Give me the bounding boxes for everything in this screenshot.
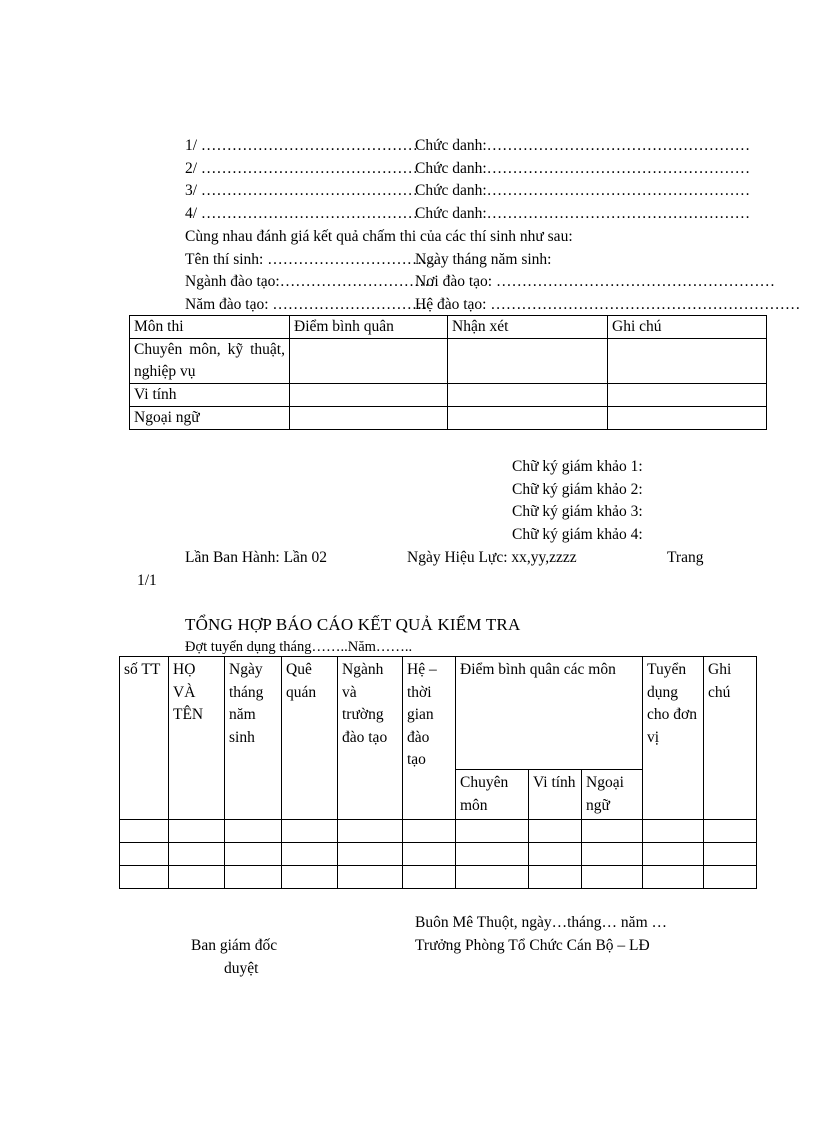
examiner-line-1: 1/ …………………………………… xyxy=(185,137,418,154)
table-header-row xyxy=(130,316,767,339)
evaluation-table xyxy=(129,315,767,430)
director-approval: Ban giám đốc xyxy=(191,937,278,954)
header-hometown: Quê quán xyxy=(282,657,338,820)
table-row xyxy=(130,339,767,384)
summary-table xyxy=(119,656,757,889)
signature-line-1: Chữ ký giám khảo 1: xyxy=(512,458,643,475)
examiner-title-4: Chức danh:…………………………………………… xyxy=(415,205,751,222)
header-average: Điểm bình quân các môn xyxy=(456,657,643,770)
examiner-line-3: 3/ …………………………………… xyxy=(185,182,418,199)
header-note: Ghi chú xyxy=(608,316,767,339)
table-row xyxy=(120,866,757,889)
row-label-language: Ngoại ngữ xyxy=(130,407,290,430)
row-label-computing: Vi tính xyxy=(130,384,290,407)
subheader-specialty: Chuyên môn xyxy=(456,770,529,820)
header-comment: Nhận xét xyxy=(448,316,608,339)
candidate-name-field: Tên thí sinh: …………………………… xyxy=(185,251,438,268)
table-row xyxy=(120,843,757,866)
signature-line-4: Chữ ký giám khảo 4: xyxy=(512,526,643,543)
table-header-row xyxy=(120,657,757,770)
place-date: Buôn Mê Thuột, ngày…tháng… năm … xyxy=(415,914,667,931)
candidate-year-field: Năm đào tạo: ………………………… xyxy=(185,296,428,313)
signature-line-2: Chữ ký giám khảo 2: xyxy=(512,481,643,498)
effective-date: Ngày Hiệu Lực: xx,yy,zzzz xyxy=(407,549,577,566)
page-number: 1/1 xyxy=(137,572,157,589)
issue-number: Lần Ban Hành: Lần 02 xyxy=(185,549,328,566)
table-row xyxy=(130,384,767,407)
candidate-major-field: Ngành đào tạo:………………………… xyxy=(185,273,435,290)
intro-text: Cùng nhau đánh giá kết quả chấm thi của các thí sinh như sau: xyxy=(185,228,573,245)
header-dob: Ngày tháng năm sinh xyxy=(225,657,282,820)
report-subtitle: Đợt tuyển dụng tháng……..Năm…….. xyxy=(185,639,413,655)
candidate-school-field: Nơi đào tạo: ……………………………………………… xyxy=(415,273,775,290)
header-stt: số TT xyxy=(120,657,169,820)
examiner-line-4: 4/ …………………………………… xyxy=(185,205,418,222)
subheader-computing: Vi tính xyxy=(529,770,582,820)
subheader-language: Ngoại ngữ xyxy=(582,770,643,820)
header-system: Hệ – thời gian đào tạo xyxy=(403,657,456,820)
report-title: TỔNG HỢP BÁO CÁO KẾT QUẢ KIỂM TRA xyxy=(185,615,521,634)
page-label: Trang xyxy=(667,549,704,566)
header-hire: Tuyển dụng cho đơn vị xyxy=(643,657,704,820)
signature-line-3: Chữ ký giám khảo 3: xyxy=(512,503,643,520)
candidate-dob-field: Ngày tháng năm sinh: xyxy=(415,251,552,268)
examiner-title-3: Chức danh:…………………………………………… xyxy=(415,182,751,199)
examiner-line-2: 2/ …………………………………… xyxy=(185,160,418,177)
examiner-title-1: Chức danh:…………………………………………… xyxy=(415,137,751,154)
row-label-specialty: Chuyên môn, kỹ thuật, nghiệp vụ xyxy=(130,339,290,384)
table-row xyxy=(130,407,767,430)
table-row xyxy=(120,820,757,843)
header-major: Ngành và trường đào tạo xyxy=(338,657,403,820)
header-subject: Môn thi xyxy=(130,316,290,339)
examiner-title-2: Chức danh:…………………………………………… xyxy=(415,160,751,177)
department-head: Trưởng Phòng Tổ Chức Cán Bộ – LĐ xyxy=(415,937,650,954)
director-approval-line2: duyệt xyxy=(224,960,259,977)
header-average: Điểm bình quân xyxy=(290,316,448,339)
header-name: HỌ VÀ TÊN xyxy=(169,657,225,820)
candidate-system-field: Hệ đào tạo: …………………………………………………… xyxy=(415,296,801,313)
header-note: Ghi chú xyxy=(704,657,757,820)
